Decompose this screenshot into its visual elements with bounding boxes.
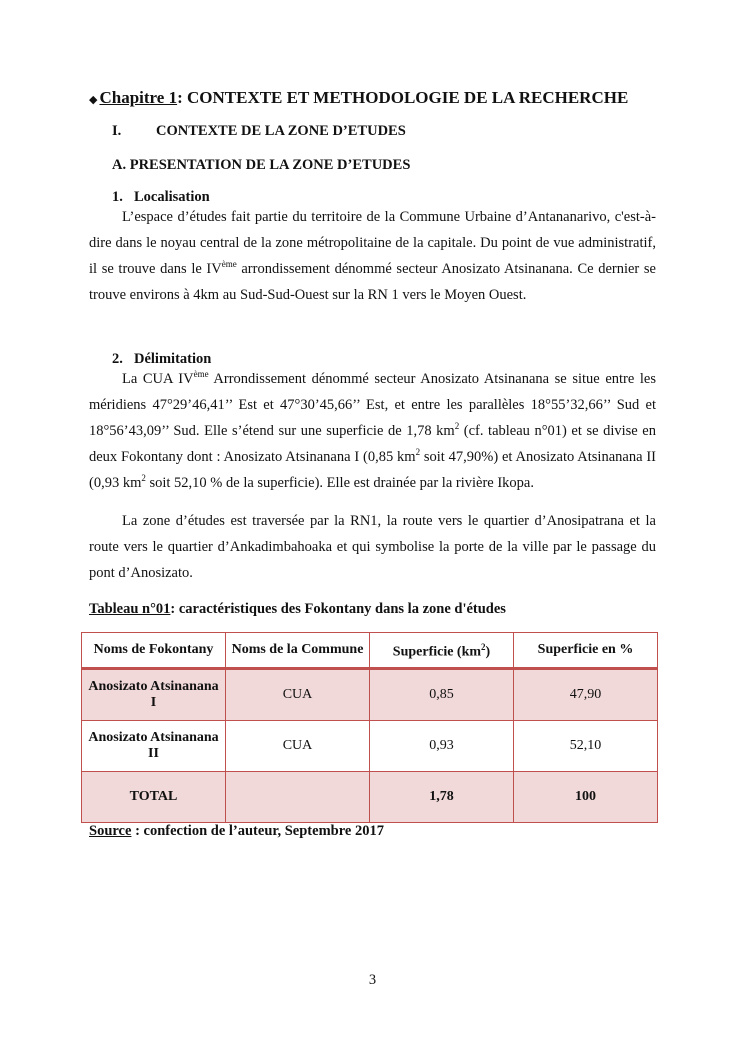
cell-total-label: TOTAL [82,772,226,823]
fokontany-table [81,632,658,823]
table-row [82,721,658,772]
cell-commune: CUA [226,721,370,772]
localisation-number: 1. [112,189,123,205]
table-caption [89,601,506,618]
cell-fokontany-name: Anosizato Atsinanana I [82,669,226,721]
header-fokontany: Noms de Fokontany [82,633,226,669]
cell-total-commune [226,772,370,823]
cell-total-area: 1,78 [370,772,514,823]
chapter-label: Chapitre 1 [99,88,178,107]
cell-fokontany-name: Anosizato Atsinanana II [82,721,226,772]
table-caption-label: Tableau n°01 [89,601,171,617]
cell-total-percent: 100 [514,772,658,823]
route-paragraph: La zone d’études est traversée par la RN1, la route vers le quartier d’Anosipatrana et la route vers le quartier d’Ankadimbahoaka et qui symbolise la porte de la ville par le passage du pont d’Anosizato. [89,513,656,581]
cell-area: 0,85 [370,669,514,721]
table-total-row [82,772,658,823]
page-number: 3 [368,972,377,988]
header-superficie-percent: Superficie en % [514,633,658,669]
localisation-paragraph: L’espace d’études fait partie du territoire de la Commune Urbaine d’Antananarivo, c'est-à-dire dans le noyau central de la zone métropolitaine de la capitale. Du point de vue administratif, il se trouve dans le IVème arrondissement dénommé secteur Anosizato Atsinanana. Ce dernier se trouve environs à 4km au Sud-Sud-Ouest sur la RN 1 vers le Moyen Ouest. [89,209,656,303]
cell-percent: 52,10 [514,721,658,772]
diamond-bullet-icon: ◆ [89,93,98,106]
localisation-title: Localisation [134,189,210,205]
chapter-title: : CONTEXTE ET METHODOLOGIE DE LA RECHERCHE [177,88,629,107]
section-heading [112,123,406,140]
table-header-row [82,633,658,669]
table-source [89,823,384,840]
table-caption-text: : caractéristiques des Fokontany dans la zone d'études [170,601,506,617]
subsection-heading: A. PRESENTATION DE LA ZONE D’ETUDES [112,157,411,173]
cell-area: 0,93 [370,721,514,772]
cell-commune: CUA [226,669,370,721]
section-title: CONTEXTE DE LA ZONE D’ETUDES [156,123,406,139]
chapter-heading [89,88,628,108]
delimitation-number: 2. [112,351,123,367]
header-commune: Noms de la Commune [226,633,370,669]
section-number: I. [112,123,122,139]
delimitation-title: Délimitation [134,351,212,367]
source-label: Source [89,823,132,839]
source-text: : confection de l’auteur, Septembre 2017 [131,823,384,839]
delimitation-paragraph: La CUA IVème Arrondissement dénommé secteur Anosizato Atsinanana se situe entre les méridiens 47°29’46,41’’ Est et 47°30’45,66’’ Est, et entre les parallèles 18°55’32,66’’ Sud et 18°56’43,09’’ Sud. Elle s’étend sur une superficie de 1,78 $km^2$ (cf. tableau n°01) et se divise en deux Fokontany dont : Anosizato Atsinanana I (0,85 $km^2$ soit 47,90%) et Anosizato Atsinanana II (0,93 $km^2$ soit 52,10 % de la superficie). Elle est drainée par la rivière Ikopa. [89,369,656,491]
cell-percent: 47,90 [514,669,658,721]
table-row [82,669,658,721]
header-superficie-km2: Superficie $(km^2)$ [370,633,514,669]
